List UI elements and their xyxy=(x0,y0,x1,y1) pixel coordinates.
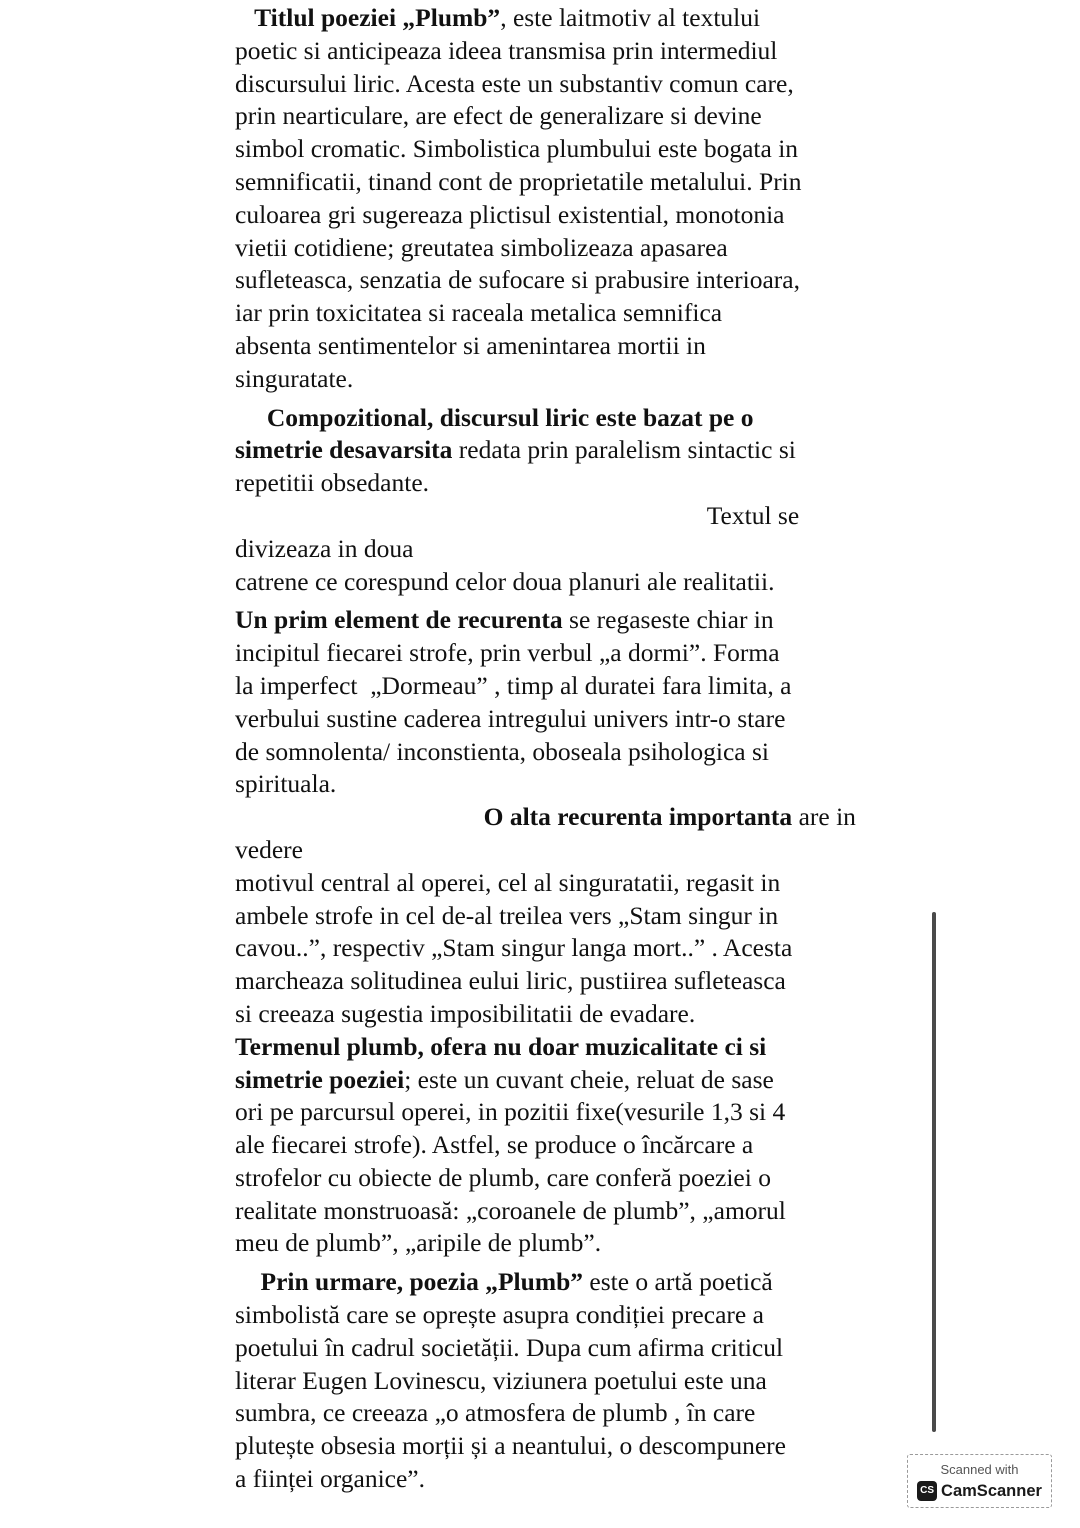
text-segment: motivul central al operei, cel al singuratatii, regasit in xyxy=(235,867,781,897)
text-line xyxy=(235,166,865,199)
paragraph xyxy=(235,604,865,801)
text-segment: are in vedere xyxy=(235,802,856,864)
text-line xyxy=(235,1096,865,1129)
text-segment: simbol cromatic. Simbolistica plumbului este bogata in xyxy=(235,134,799,164)
bold-segment: Compozitional, discursul liric este bazat pe o xyxy=(266,402,754,432)
document-body xyxy=(235,2,865,1496)
text-line xyxy=(235,467,865,500)
text-segment: meu de plumb”, „aripile de plumb”. xyxy=(235,1228,602,1258)
scanned-with-label: Scanned with xyxy=(940,1462,1019,1477)
text-segment: prin nearticulare, are efect de generalizare si devine xyxy=(235,101,762,131)
text-line xyxy=(235,1332,865,1365)
text-segment: si creeaza sugestia imposibilitatii de evadare. xyxy=(235,998,696,1028)
text-line xyxy=(235,1266,865,1299)
text-line xyxy=(235,965,865,998)
bold-segment: Titlul poeziei „Plumb” xyxy=(254,3,501,32)
paragraph xyxy=(235,1266,865,1496)
text-line xyxy=(235,1129,865,1162)
paragraph xyxy=(235,801,865,1260)
text-line xyxy=(235,232,865,265)
text-segment xyxy=(235,403,267,432)
text-segment: repetitii obsedante. xyxy=(235,468,430,498)
text-line xyxy=(235,199,865,232)
text-line xyxy=(235,363,865,396)
text-line xyxy=(235,1365,865,1398)
text-line xyxy=(235,1463,865,1496)
text-line xyxy=(235,68,865,101)
text-line xyxy=(235,1430,865,1463)
text-segment: realitate monstruoasă: „coroanele de plumb”, „amorul xyxy=(235,1195,786,1225)
bold-segment: Un prim element de recurenta xyxy=(235,605,563,635)
text-segment xyxy=(235,1267,261,1296)
text-segment: incipitul fiecarei strofe, prin verbul „a dormi”. Forma xyxy=(235,638,780,668)
text-segment xyxy=(235,3,254,32)
text-line xyxy=(235,434,865,467)
camscanner-brand-name: CamScanner xyxy=(941,1481,1042,1500)
text-line xyxy=(235,801,865,867)
paragraph xyxy=(235,402,865,599)
camscanner-brand-row xyxy=(908,1481,1051,1501)
text-line xyxy=(235,100,865,133)
text-line xyxy=(235,1031,865,1064)
bold-segment: simetrie desavarsita xyxy=(235,435,453,465)
camscanner-watermark xyxy=(907,1454,1052,1508)
text-segment: literar Eugen Lovinescu, viziunera poetului este una xyxy=(235,1365,767,1395)
text-line xyxy=(235,2,865,35)
text-segment: vietii cotidiene; greutatea simbolizeaza apasarea xyxy=(235,232,728,262)
text-segment: ori pe parcursul operei, in pozitii fixe(vesurile 1,3 si 4 xyxy=(235,1097,786,1127)
bold-segment: simetrie poeziei xyxy=(235,1064,405,1094)
text-segment: ambele strofe in cel de-al treilea vers „Stam singur in xyxy=(235,900,779,930)
text-segment: la imperfect „Dormeau” , timp al duratei fara limita, a xyxy=(235,670,792,700)
text-segment: strofelor cu obiecte de plumb, care conferă poeziei o xyxy=(235,1162,771,1192)
text-line xyxy=(235,1227,865,1260)
text-line xyxy=(235,566,865,599)
text-segment: iar prin toxicitatea si raceala metalica semnifica xyxy=(235,298,723,328)
text-line xyxy=(235,1064,865,1097)
text-line xyxy=(235,703,865,736)
text-segment: este o artă poetică xyxy=(583,1267,773,1297)
text-segment: sufleteasca, senzatia de sufocare si prabusire interioara, xyxy=(235,265,800,295)
text-segment: semnificatii, tinand cont de proprietatile metalului. Prin xyxy=(235,166,802,196)
scrollbar-thumb[interactable] xyxy=(932,912,936,1432)
camscanner-logo-icon: CS xyxy=(917,1481,937,1501)
text-segment: plutește obsesia morții și a neantului, o descompunere xyxy=(235,1431,786,1461)
text-line xyxy=(235,867,865,900)
text-segment: Textul se divizeaza in doua xyxy=(235,500,800,563)
text-segment: de somnolenta/ inconstienta, oboseala psihologica si xyxy=(235,736,769,766)
text-segment: spirituala. xyxy=(235,769,337,799)
text-line xyxy=(235,736,865,769)
text-line xyxy=(235,670,865,703)
text-line xyxy=(235,932,865,965)
text-line xyxy=(235,1162,865,1195)
text-segment: sumbra, ce creeaza „o atmosfera de plumb , în care xyxy=(235,1398,756,1428)
text-line xyxy=(235,500,865,566)
text-line xyxy=(235,330,865,363)
text-line xyxy=(235,1397,865,1430)
text-line xyxy=(235,264,865,297)
text-line xyxy=(235,133,865,166)
text-segment: culoarea gri sugereaza plictisul existential, monotonia xyxy=(235,199,785,229)
text-segment: verbului sustine caderea intregului univers intr-o stare xyxy=(235,703,786,733)
text-segment: se regaseste chiar in xyxy=(562,605,774,635)
text-line xyxy=(235,768,865,801)
text-segment: marcheaza solitudinea eului liric, pustiirea sufleteasca xyxy=(235,966,786,996)
text-line xyxy=(235,637,865,670)
text-segment: cavou..”, respectiv „Stam singur langa mort..” . Acesta xyxy=(235,933,793,963)
text-segment: redata prin paralelism sintactic si xyxy=(452,435,796,465)
text-line xyxy=(235,1299,865,1332)
bold-segment: Prin urmare, poezia „Plumb” xyxy=(260,1267,583,1297)
text-segment: catrene ce corespund celor doua planuri ale realitatii. xyxy=(235,566,775,596)
text-segment: a ființei organice”. xyxy=(235,1464,425,1494)
text-segment: ; este un cuvant cheie, reluat de sase xyxy=(404,1064,774,1094)
text-line xyxy=(235,35,865,68)
text-segment: discursului liric. Acesta este un substantiv comun care, xyxy=(235,68,794,98)
text-line xyxy=(235,998,865,1031)
text-segment: simbolistă care se oprește asupra condiției precare a xyxy=(235,1300,764,1330)
text-line xyxy=(235,297,865,330)
text-segment: ale fiecarei strofe). Astfel, se produce o încărcare a xyxy=(235,1130,754,1160)
text-segment: absenta sentimentelor si amenintarea mortii in xyxy=(235,330,706,360)
text-segment xyxy=(235,802,484,831)
text-segment: poetului în cadrul societății. Dupa cum afirma criticul xyxy=(235,1332,784,1362)
text-segment: , este laitmotiv al textului xyxy=(500,3,761,32)
text-segment: singuratate. xyxy=(235,363,354,393)
paragraph xyxy=(235,2,865,396)
text-line xyxy=(235,1195,865,1228)
text-line xyxy=(235,900,865,933)
text-line xyxy=(235,402,865,435)
bold-segment: Termenul plumb, ofera nu doar muzicalitate ci si xyxy=(235,1031,767,1061)
text-line xyxy=(235,604,865,637)
bold-segment: O alta recurenta importanta xyxy=(483,802,793,832)
text-segment: poetic si anticipeaza ideea transmisa prin intermediul xyxy=(235,35,778,65)
